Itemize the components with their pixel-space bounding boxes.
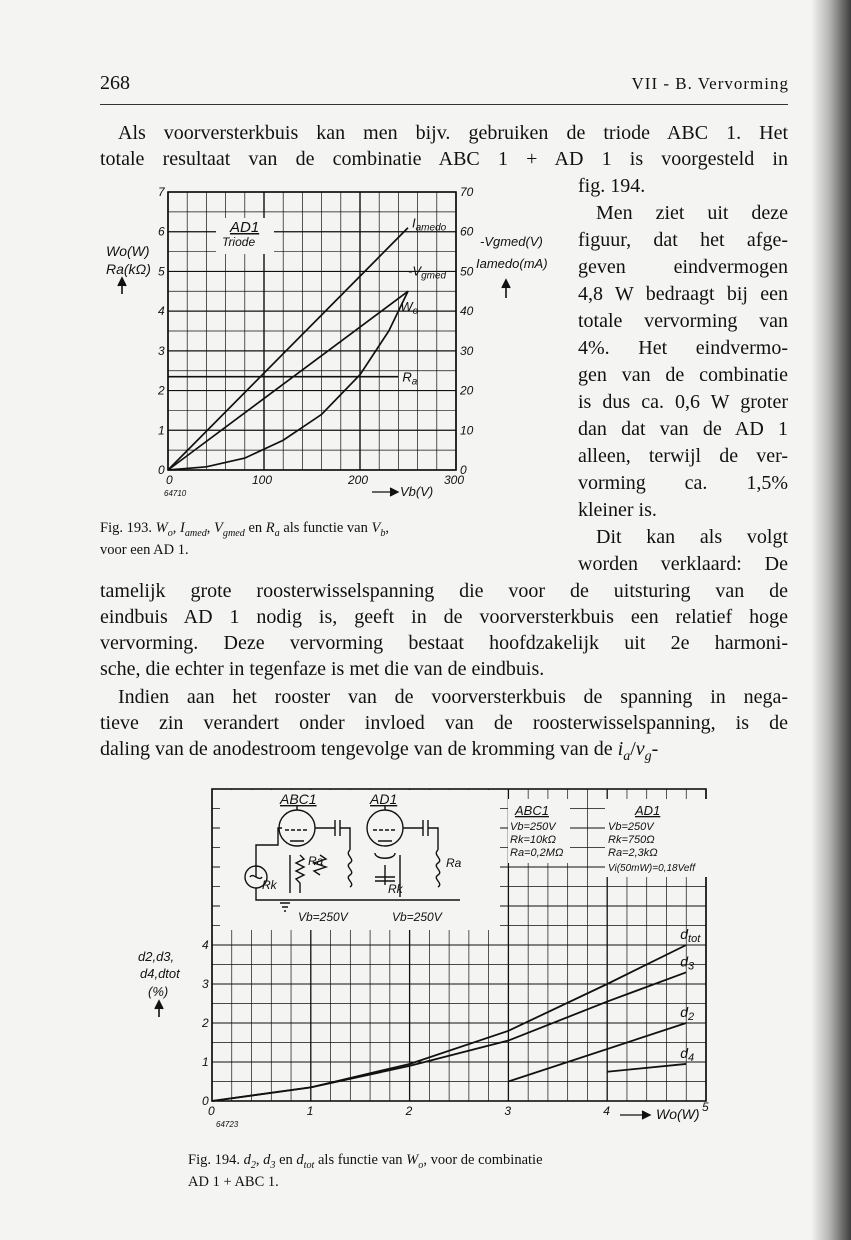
fig193-y-tick-right: 20 (460, 383, 474, 398)
side-line-13: kleiner is. (578, 499, 657, 521)
fig193-y-tick-left: 1 (158, 423, 165, 438)
fig193-box-subtitle: Triode (222, 235, 256, 249)
fig193-y-tick-left: 4 (158, 304, 165, 319)
fig193-xlabel: Vb(V) (400, 484, 434, 499)
side-line-4: geven eindvermogen (578, 256, 788, 278)
ad1-param-vb: Vb=250V (608, 821, 654, 833)
fig193-y-tick-left: 2 (158, 383, 165, 398)
circuit-ra2-label: Ra (446, 856, 462, 870)
fig193-y-tick-right: 50 (460, 264, 474, 279)
side-line-1: fig. 194. (578, 175, 646, 197)
fig193-ylabel-left: Wo(W) (106, 243, 150, 259)
page-edge-shadow (811, 0, 851, 1240)
page-number: 268 (100, 72, 130, 94)
fig193-curve-label: $R_a$ (402, 369, 418, 388)
fig193-code: 64710 (164, 489, 187, 498)
fig194-x-arrow (620, 1111, 650, 1119)
fig194-curve-label-dtot: $d_{tot}$ (680, 926, 701, 945)
fig193-curve-iamedo (168, 228, 408, 470)
fig194-curve-label-d3: $d_3$ (680, 953, 695, 973)
fig193-x-tick: 100 (252, 473, 273, 487)
abc1-param-vb: Vb=250V (510, 821, 556, 833)
para3-line-2: tieve zin verandert onder invloed van de roosterwisselspanning, is de (100, 712, 788, 734)
fig194-curve-d2 (508, 1023, 686, 1082)
fig194-chart (130, 785, 730, 1130)
intro-line-2: totale resultaat van de combinatie ABC 1 + AD 1 is voorgesteld in (100, 148, 788, 170)
fig194-x-tick: 1 (306, 1104, 314, 1118)
fig193-caption: Fig. 193. $W_o$, $I_{amed}$, $V_{gmed}$ en $R_a$ als functie van $V_b$, voor een AD 1. (100, 520, 390, 558)
fig193-y-tick-left: 5 (158, 264, 165, 279)
side-line-7: 4%. Het eindvermo- (578, 337, 788, 359)
fig194-y-tick: 3 (202, 977, 209, 991)
fig193-y-tick-right: 60 (460, 224, 474, 239)
para3-line-3-text: daling van de anodestroom tengevolge van de kromming van de (100, 738, 613, 760)
fig194-curve-label-d2: $d_2$ (680, 1004, 695, 1023)
fig194-caption: Fig. 194. $d_2$, $d_3$ en $d_{tot}$ als functie van $W_o$, voor de combinatie AD 1 + ABC 1. (188, 1152, 543, 1190)
fig193-y-tick-left: 0 (158, 463, 165, 477)
fig194-x-tick: 4 (603, 1104, 610, 1118)
fig193-right-arrow (502, 280, 510, 298)
ad1-param-rk: Rk=750Ω (608, 834, 655, 846)
circuit-tube2-label: AD1 (370, 791, 398, 807)
side-line-15: worden verklaard: De (578, 553, 788, 575)
abc1-params-title: ABC1 (515, 803, 549, 818)
ad1-params-title: AD1 (635, 803, 661, 818)
para2-line-4: sche, die echter in tegenfaze is met die van de eindbuis. (100, 658, 545, 680)
fig194-y-arrow (155, 1001, 163, 1017)
fig194-ylabel-line3: (%) (148, 984, 169, 999)
fig193-curve-label: $I_{amedo}$ (412, 215, 447, 234)
circuit-vb2-label: Vb=250V (392, 910, 442, 924)
fig194-xlabel: Wo(W) (656, 1106, 700, 1122)
fig194-code: 64723 (216, 1120, 239, 1129)
side-line-2: Men ziet uit deze (596, 202, 788, 224)
circuit-tube1-label: ABC1 (280, 791, 317, 807)
para3-line-1: Indien aan het rooster van de voorversterkbuis de spanning in nega- (118, 686, 788, 708)
side-line-5: 4,8 W bedraagt bij een (578, 283, 788, 305)
fig194-y-tick: 0 (202, 1094, 209, 1108)
intro-line-1: Als voorversterkbuis kan men bijv. gebruiken de triode ABC 1. Het (118, 122, 788, 144)
para2-line-1: tamelijk grote roosterwisselspanning die voor de uitsturing van de (100, 580, 788, 602)
fig193-y-tick-right: 10 (460, 423, 474, 438)
fig193-ylabel-right2: Iamedo(mA) (476, 256, 548, 271)
side-line-11: alleen, terwijl de ver- (578, 445, 788, 467)
ad1-param-vi: Vi(50mW)=0,18Veff (608, 863, 695, 874)
side-line-14: Dit kan als volgt (596, 526, 788, 548)
side-line-3: figuur, dat het afge- (578, 229, 788, 251)
side-line-12: vorming ca. 1,5% (578, 472, 788, 494)
fig193-left-arrow (118, 278, 126, 294)
fig193-x-tick: 300 (444, 473, 465, 487)
fig194-x-tick: 5 (702, 1100, 709, 1114)
fig193-curve-label: $W_o$ (400, 299, 419, 318)
fig193-x-arrow (372, 488, 398, 496)
side-line-9: is dus ca. 0,6 W groter (578, 391, 788, 413)
para2-line-2: eindbuis AD 1 nodig is, geeft in de voorversterkbuis een relatief hoge (100, 606, 788, 628)
fig194-x-tick: 2 (405, 1104, 413, 1118)
fig194-curve-label-d4: $d_4$ (680, 1044, 695, 1064)
fig193-x-tick: 0 (166, 473, 173, 487)
circuit-ra1-label: Ra (308, 854, 324, 868)
chapter-title: VII - B. Vervorming (631, 74, 789, 93)
side-line-6: totale vervorming van (578, 310, 788, 332)
circuit-rk2-label: Rk (388, 882, 403, 896)
fig193-x-tick: 200 (348, 473, 369, 487)
fig193-y-tick-right: 40 (460, 304, 474, 319)
fig194-y-tick: 2 (202, 1016, 209, 1030)
fig193-chart (100, 180, 548, 510)
fig193-y-tick-left: 7 (158, 185, 165, 199)
side-line-10: dan dat van de AD 1 (578, 418, 788, 440)
fig193-y-tick-right: 0 (460, 463, 467, 477)
fig193-y-tick-right: 30 (460, 343, 474, 358)
fig194-y-tick: 4 (202, 938, 209, 952)
fig193-y-tick-right: 70 (460, 185, 474, 199)
running-header (100, 72, 789, 100)
fig193-box-title: AD1 (230, 219, 260, 236)
fig194-ylabel-line1: d2,d3, (138, 949, 175, 964)
circuit-rk1-label: Rk (262, 878, 277, 892)
header-rule (100, 104, 788, 105)
para2-line-3: vervorming. Deze vervorming bestaat hoofdzakelijk uit 2e harmoni- (100, 632, 788, 654)
fig194-x-tick: 3 (504, 1104, 512, 1118)
ad1-param-ra: Ra=2,3kΩ (608, 847, 658, 859)
fig193-curve-label: $-V_{gmed}$ (408, 263, 447, 282)
para3-line-3: daling van de anodestroom tengevolge van de kromming van de $i_a/v_g-$ (100, 738, 659, 764)
fig194-x-tick: 0 (208, 1104, 215, 1118)
fig193-curve-vgmed (168, 291, 408, 470)
fig193-ylabel-left2: Ra(kΩ) (106, 261, 151, 277)
fig193-y-tick-left: 6 (158, 224, 165, 239)
circuit-vb1-label: Vb=250V (298, 910, 348, 924)
fig193-y-tick-left: 3 (158, 343, 165, 358)
abc1-param-ra: Ra=0,2MΩ (510, 847, 564, 859)
abc1-param-rk: Rk=10kΩ (510, 834, 556, 846)
fig193-ylabel-right: -Vgmed(V) (480, 234, 543, 249)
fig194-y-tick: 1 (202, 1055, 209, 1069)
fig194-ylabel-line2: d4,dtot (140, 966, 180, 981)
side-line-8: gen van de combinatie (578, 364, 788, 386)
